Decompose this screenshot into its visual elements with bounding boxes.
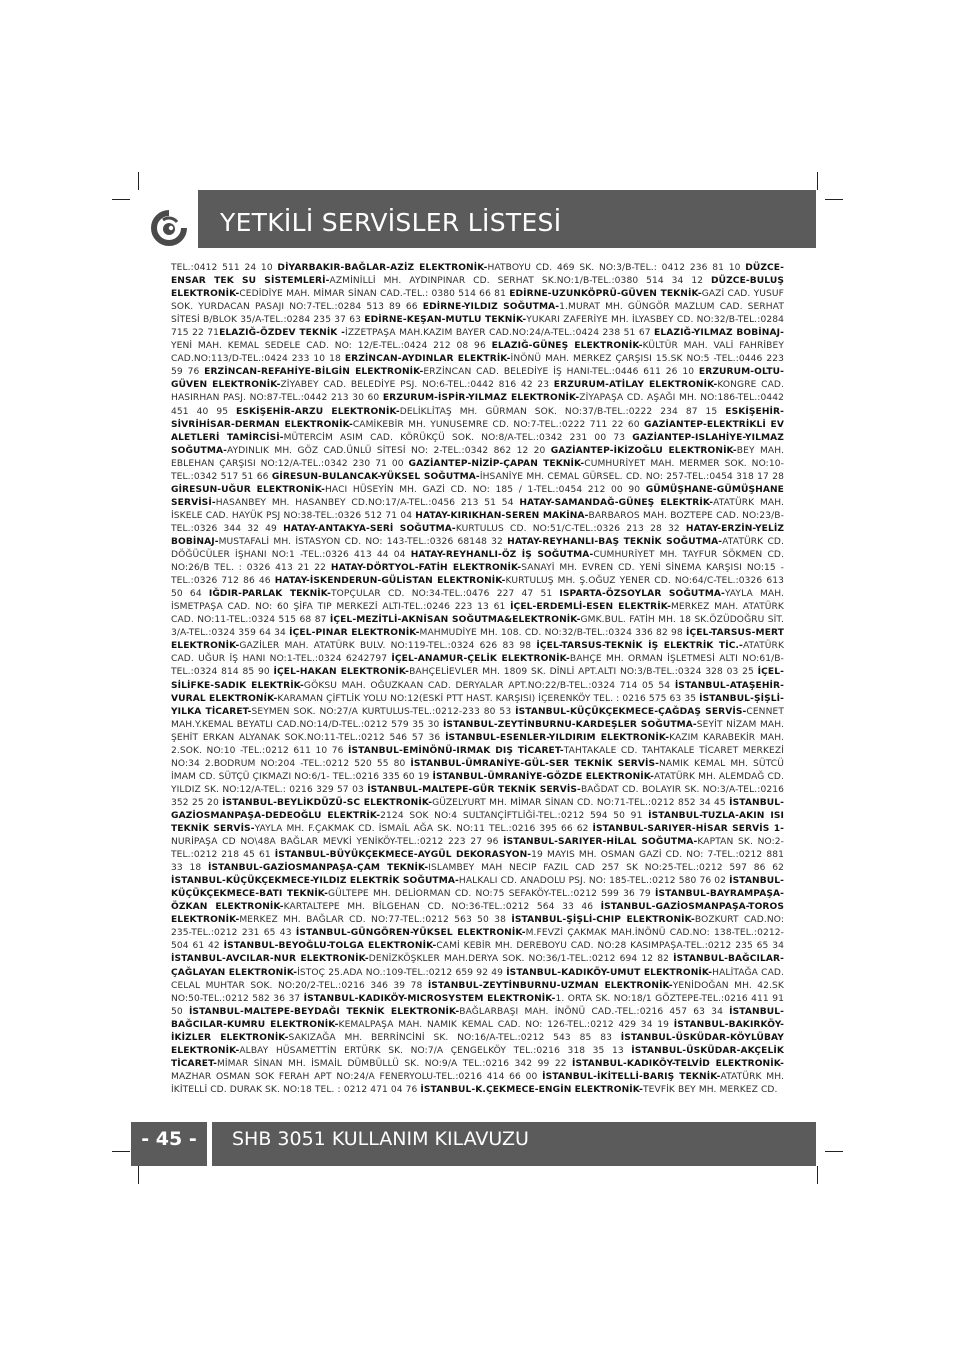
service-entry <box>171 263 277 273</box>
service-address: SEYMEN SOK. NO:27/A KURTULUS-TEL.:0212-233 80 53 <box>251 706 516 717</box>
footer-title-box <box>212 1122 816 1166</box>
service-entry <box>222 798 729 808</box>
service-name: İSTANBUL-GÜNGÖREN-YÜKSEL ELEKTRONİK- <box>295 928 526 939</box>
service-address: TEL.:0412 511 24 10 <box>171 263 278 273</box>
service-name: ISPARTA-ÖZSOYLAR SOĞUTMA- <box>559 589 725 600</box>
service-address: BOZKURT CAD.NO: 235-TEL.:0212 231 65 43 <box>171 915 784 939</box>
service-address: MERKEZ MH. BAĞLAR CD. NO:77-TEL.:0212 563 50 38 <box>239 915 512 926</box>
service-name: ERZURUM-ATİLAY ELEKTRONİK- <box>553 380 718 391</box>
service-name: ELAZIĞ-YILMAZ BOBİNAJ- <box>654 328 784 339</box>
service-address: KÜLTÜR MAH. VALİ FAHRİBEY CAD.NO:113/D-TEL.:0424 233 10 18 <box>171 341 784 365</box>
service-name: İSTANBUL-BEYLİKDÜZÜ-SC ELEKTRONİK- <box>222 797 433 808</box>
service-address: BAĞLARBAŞI MAH. İNÖNÜ CAD.-TEL.:0216 457 63 34 <box>459 1006 730 1017</box>
service-address: GAZİLER MAH. ATATÜRK BULV. NO:119-TEL.:0324 626 83 98 <box>239 641 537 652</box>
service-address: HATBOYU CD. 469 SK. NO:3/B-TEL.: 0412 236 81 10 <box>487 263 746 273</box>
service-name: DÜZCE-ENSAR TEK SU SİSTEMLERİ- <box>171 263 784 287</box>
service-name: ELAZIĞ-GÜNEŞ ELEKTRONİK- <box>491 341 643 352</box>
service-name: İÇEL-SİLİFKE-SADIK ELEKTRİK- <box>171 667 784 691</box>
service-address: GMK.BUL. FATİH MH. 18 SK.ÖZÜDOĞRU SİT. 3/A-TEL.:0324 359 64 34 <box>171 615 784 639</box>
service-name: GAZİANTEP-NİZİP-ÇAPAN TEKNİK- <box>408 458 585 469</box>
brand-circle-logo-icon <box>150 210 188 246</box>
service-address: ATATÜRK MAH. İSKELE CAD. HAYÜK PSJ NO:38-TEL.:0326 512 71 04 <box>171 497 784 521</box>
service-address: DELİKLİTAŞ MH. GÜRMAN SOK. NO:37/B-TEL.:0222 234 87 15 <box>399 406 726 417</box>
service-address: ZİYABEY CAD. BELEDİYE PSJ. NO:6-TEL.:0442 816 42 23 <box>280 380 554 391</box>
service-address: İZZETPAŞA MAH.KAZIM BAYER CAD.NO:24/A-TEL.:0424 238 51 67 <box>345 328 655 339</box>
service-entry <box>171 876 729 886</box>
service-name: İSTANBUL-ÜMRANİYE-GÜL-SER TEKNİK SERVİS- <box>410 758 659 769</box>
service-entry <box>171 485 646 495</box>
service-address: BAHÇE MH. ORMAN İŞLETMESİ ALTI NO:61/B-TEL.:0324 814 85 90 <box>171 654 784 678</box>
service-name: İSTANBUL-MALTEPE-GÜR TEKNİK SERVİS- <box>367 784 581 795</box>
service-name: EDİRNE-YILDIZ SOĞUTMA- <box>422 302 560 313</box>
service-address: TOPÇULAR CD. NO:34-TEL.:0476 227 47 51 <box>331 589 560 600</box>
service-address: GAZİ CAD. YUSUF SOK. YURDACAN PASAJI NO:7-TEL.:0284 513 89 66 <box>171 289 784 313</box>
service-address: AYDINLIK MH. GÖZ CAD.ÜNLÜ SİTESİ NO: 2-TEL.:0342 862 12 20 <box>227 445 551 456</box>
page-title: YETKİLİ SERVİSLER LİSTESİ <box>220 208 562 237</box>
service-address: TAHTAKALE CD. TAHTAKALE TİCARET MERKEZİ NO:34 2.BODRUM NO:204 -TEL.:0212 520 55 80 <box>171 745 784 769</box>
service-address: 19 MAYIS MH. OSMAN GAZİ CD. NO: 7-TEL.:0212 881 33 18 <box>171 850 785 874</box>
service-address: ZİYAPAŞA CD. AŞAĞI MH. NO:186-TEL.:0442 451 40 95 <box>171 393 785 417</box>
service-name: ERZİNCAN-AYDINLAR ELEKTRİK- <box>344 354 511 365</box>
service-name: İSTANBUL-KÜÇÜKÇEKMECE-ÇAĞDAŞ SERVİS- <box>515 706 747 717</box>
service-name: İSTANBUL-ŞİŞLİ-CHIP ELEKTRONİK- <box>511 915 695 926</box>
service-name: İSTANBUL-ESENLER-YILDIRIM ELEKTRONİK- <box>445 732 670 743</box>
service-address: YENİDOĞAN MH. 42.SK NO:50-TEL.:0212 582 36 37 <box>171 980 784 1004</box>
service-address: MUSTAFALİ MH. İSTASYON CD. NO: 143-TEL.:0326 68148 32 <box>218 536 508 547</box>
crop-mark-top-left <box>138 172 139 190</box>
service-address: CUMHURİYET MAH. MERMER SOK. NO:10-TEL.:0342 517 51 66 <box>171 458 784 482</box>
service-name: İSTANBUL-BÜYÜKÇEKMECE-AYGÜL DEKORASYON- <box>274 850 532 861</box>
service-name: EDİRNE-KEŞAN-MUTLU TEKNİK- <box>364 315 527 326</box>
service-address: CUMHURİYET MH. TAYFUR SÖKMEN CD. NO:26/B TEL. : 0326 413 21 22 <box>171 550 784 574</box>
service-name: İSTANBUL-ÜMRANİYE-GÖZDE ELEKTRONİK- <box>432 771 655 782</box>
service-name: İÇEL-HAKAN ELEKTRONİK- <box>273 667 410 678</box>
header-bar <box>198 190 816 248</box>
service-name: İSTANBUL-BAĞCILAR-KUMRU ELEKTRONİK- <box>171 1006 785 1030</box>
service-name: ESKİŞEHİR-SİVRİHİSAR-DERMAN ELEKTRONİK- <box>171 406 784 430</box>
crop-mark-bottom-left-h <box>112 1151 130 1152</box>
service-address: TEVFİK BEY MH. MERKEZ CD. <box>643 1084 778 1095</box>
service-list <box>171 262 784 1097</box>
service-address: NAMIK KEMAL MH. SÜTCÜ İMAM CD. SÜTÇÜ ÇIKMAZI NO:6/1- TEL.:0216 335 60 19 <box>171 758 785 782</box>
service-entry <box>171 954 673 964</box>
service-address: BAHÇELİEVLER MH. 1809 SK. DİNLİ APT.ALTI NO:3/B-TEL.:0324 328 03 25 <box>409 667 758 678</box>
service-name: İÇEL-MEZİTLİ-AKNİSAN SOĞUTMA&ELEKTRONİK- <box>329 615 581 626</box>
service-address: BEY MAH. EBLEHAN ÇARŞISI NO:12/A-TEL.:0342 230 71 00 <box>171 445 785 469</box>
service-name: ESKİŞEHİR-ARZU ELEKTRONİK- <box>236 406 400 417</box>
service-address: YAYLA MAH. İSMETPAŞA CAD. NO: 60 ŞİFA TIP MERKEZİ ALTI-TEL.:0246 223 13 61 <box>171 589 784 613</box>
crop-mark-top-left-h <box>112 199 130 200</box>
service-name: İSTANBUL-BAKIRKÖY-İKİZLER ELEKTRONİK- <box>171 1019 784 1043</box>
service-address: ISLAMBEY MAH NECIP FAZIL CAD 257 SK NO:25-TEL.:0212 597 86 62 <box>428 863 784 874</box>
service-address: KAZIM KARABEKİR MAH. 2.SOK. NO:10 -TEL.:0212 611 10 76 <box>171 732 785 756</box>
service-address: DENİZKÖŞKLER MAH.DERYA SOK. NO:36/1-TEL.:0212 694 12 82 <box>368 954 674 965</box>
service-name: İSTANBUL-BAĞCILAR-ÇAĞLAYAN ELEKTRONİK- <box>171 954 784 978</box>
service-address: YUKARI ZAFERİYE MH. İLYASBEY CD. NO:32/B-TEL.:0284 715 22 71 <box>171 315 784 339</box>
service-name: İSTANBUL-SARIYER-HİLAL SOĞUTMA- <box>503 837 698 848</box>
service-name: HATAY-REYHANLI-ÖZ İŞ SOĞUTMA- <box>410 550 594 561</box>
service-name: ELAZIĞ-ÖZDEV TEKNİK - <box>219 328 346 339</box>
service-name: İSTANBUL-KADIKÖY-TELVİD ELEKTRONİK- <box>572 1058 784 1069</box>
service-address: ATATÜRK CAD. UĞUR İŞ HANI NO:1-TEL.:0324 6242797 <box>171 641 785 665</box>
service-entry <box>189 1007 729 1017</box>
crop-mark-top-right-h <box>825 199 843 200</box>
service-name: EDİRNE-UZUNKÖPRÜ-GÜVEN TEKNİK- <box>509 289 702 300</box>
crop-mark-bottom-left <box>138 1166 139 1184</box>
service-name: İÇEL-PINAR ELEKTRONİK- <box>289 628 420 639</box>
service-entry <box>289 628 686 638</box>
service-address: 1.MURAT MH. GÜNGÖR MAZLUM CAD. SERHAT SİTESİ B/BLOK 35/A-TEL.:0284 235 37 63 <box>171 302 784 326</box>
service-name: İSTANBUL-ÜSKÜDAR-KÖYLÜBAY ELEKTRONİK- <box>171 1032 784 1056</box>
service-address: YENİ MAH. KEMAL SEDELE CAD. NO: 12/E-TEL.:0424 212 08 96 <box>171 341 492 352</box>
service-entry <box>274 667 758 677</box>
service-address: HALKALI CD. ANADOLU PSJ. NO: 185-TEL.:0212 580 76 02 <box>458 876 730 887</box>
service-address: 2124 SOK NO:4 SULTANÇİFTLİĞİ-TEL.:0212 594 50 91 <box>380 810 649 821</box>
service-address: MAZHAR OSMAN SOK FERAH APT NO:24/A FENERYOLU-TEL.:0216 414 66 00 <box>171 1071 543 1082</box>
service-name: İSTANBUL-K.ÇEKMECE-ENGİN ELEKTRONİK- <box>420 1084 643 1095</box>
service-name: İSTANBUL-İKİTELLİ-BARIŞ TEKNİK- <box>542 1071 721 1082</box>
service-entry <box>208 863 784 873</box>
service-address: KARAMAN ÇİFTLİK YOLU NO:12(ESKİ PTT HAST. KARŞISI) İÇERENKÖY TEL. : 0216 575 63 35 <box>277 693 700 704</box>
service-name: GİRESUN-UĞUR ELEKTRONİK- <box>171 484 325 495</box>
service-address: GÜLTEPE MH. DELİORMAN CD. NO:75 SEFAKÖY-TEL.:0212 599 36 79 <box>328 889 656 900</box>
service-name: GAZİANTEP-İKİZOĞLU ELEKTRONİK- <box>550 445 737 456</box>
service-name: İSTANBUL-GAZİOSMANPAŞA-DEDEOĞLU ELEKTRİK- <box>171 797 785 821</box>
service-address: CAMİ KEBİR MH. DEREBOYU CAD. NO:28 KASIMPAŞA-TEL.:0212 235 65 34 <box>436 941 785 952</box>
service-name: İSTANBUL-ŞİŞLİ-YILKA TİCARET- <box>171 693 784 717</box>
service-address: YAYLA MH. F.ÇAKMAK CD. İSMAİL AĞA SK. NO:11 TEL.:0216 395 66 62 <box>254 824 593 835</box>
service-name: İSTANBUL-GAZİOSMANPAŞA-TOROS ELEKTRONİK- <box>171 902 784 926</box>
crop-mark-bottom-right <box>817 1166 818 1184</box>
service-address: İHSANİYE MH. CEMAL GÜRSEL. CD. NO: 257-TEL.:0454 318 17 28 <box>479 471 784 482</box>
service-address: HASANBEY MH. HASANBEY CD.NO:17/A-TEL.:0456 213 51 54 <box>215 497 520 508</box>
service-name: HATAY-REYHANLI-BAŞ TEKNİK SOĞUTMA- <box>507 536 723 547</box>
service-address: MİMAR SİNAN MH. İSMAİL DÜMBÜLLÜ SK. NO:9/A TEL.:0216 342 99 22 <box>216 1058 573 1069</box>
service-address: SEYİT NİZAM MAH. ŞEHİT ERKAN ALYANAK SOK.NO:11-TEL.:0212 546 57 36 <box>171 719 784 743</box>
service-name: İSTANBUL-KÜÇÜKÇEKMECE-YILDIZ ELEKTRİK SOĞUTMA- <box>171 876 459 887</box>
service-name: GAZİANTEP-ISLAHİYE-YILMAZ SOĞUTMA- <box>171 432 784 456</box>
crop-mark-bottom-right-h <box>825 1151 843 1152</box>
service-address: MAHMUDİYE MH. 108. CD. NO:32/B-TEL.:0324 336 82 98 <box>419 628 687 639</box>
service-name: GÜMÜŞHANE-GÜMÜŞHANE SERVİSİ- <box>171 484 784 508</box>
service-address: KAPTAN SK. NO:2-TEL.:0212 218 45 61 <box>171 837 784 861</box>
service-name: İSTANBUL-BAYRAMPAŞA-ÖZKAN ELEKTRONİK- <box>171 889 784 913</box>
service-name: DİYARBAKIR-BAĞLAR-AZİZ ELEKTRONİK- <box>277 263 488 273</box>
service-name: İSTANBUL-TUZLA-AKIN ISI TEKNİK SERVİS- <box>171 810 785 835</box>
service-address: ALBAY HÜSAMETTİN ERTÜRK SK. NO:7/A ÇENGELKÖY TEL.:0216 318 35 13 <box>239 1045 632 1056</box>
service-address: KEMALPAŞA MAH. NAMIK KEMAL CAD. NO: 126-TEL.:0212 429 34 19 <box>338 1019 674 1030</box>
service-address: SANAYİ MH. EVREN CD. YENİ SİNEMA KARŞISI NO:15 - TEL.:0326 712 86 46 <box>171 563 784 587</box>
service-entry <box>236 407 725 417</box>
service-name: HATAY-DÖRTYOL-FATİH ELEKTRONİK- <box>330 563 522 574</box>
service-address: CAMİKEBİR MH. YUNUSEMRE CD. NO:7-TEL.:0222 711 22 60 <box>352 419 645 430</box>
service-address: AZMİNİLLİ MH. AYDINPINAR CD. SERHAT SK.NO:1/B-TEL.:0380 514 34 12 <box>329 276 711 287</box>
service-entry <box>224 941 784 951</box>
service-address: MÜTERCİM ASIM CAD. KÖRÜKÇÜ SOK. NO:8/A-TEL.:0342 231 00 73 <box>283 432 633 443</box>
service-address: BAĞDAT CD. BOLAYIR SK. NO:3/A-TEL.:0216 352 25 20 <box>171 784 784 808</box>
service-address: İSTOÇ 25.ADA NO.:109-TEL.:0212 659 92 49 <box>297 967 507 978</box>
service-name: İSTANBUL-BEYOĞLU-TOLGA ELEKTRONİK- <box>223 941 437 952</box>
service-name: İÇEL-TARSUS-MERT ELEKTRONİK- <box>171 628 784 652</box>
service-entry <box>420 1085 777 1095</box>
service-address: GÜZELYURT MH. MİMAR SİNAN CD. NO:71-TEL.:0212 852 34 45 <box>432 797 730 808</box>
service-name: DÜZCE-BULUŞ ELEKTRONİK- <box>171 276 784 300</box>
service-name: İSTANBUL-KÜÇÜKÇEKMECE-BATI TEKNİK- <box>171 876 784 900</box>
service-name: ERZURUM-İSPİR-YILMAZ ELEKTRONİK- <box>382 393 580 404</box>
service-name: İÇEL-ERDEMLİ-ESEN ELEKTRİK- <box>510 602 671 613</box>
service-address: KURTULUS CD. NO:51/C-TEL.:0326 213 28 32 <box>455 523 686 534</box>
service-address: HALİTAĞA CAD. CELAL MUHTAR SOK. NO:20/2-TEL.:0216 346 39 78 <box>171 967 784 991</box>
page-number: - 45 - <box>141 1128 197 1150</box>
service-name: İSTANBUL-KADIKÖY-UMUT ELEKTRONİK- <box>506 967 713 978</box>
service-address: CEDİDİYE MAH. MİMAR SİNAN CAD.-TEL.: 0380 514 66 81 <box>239 289 510 300</box>
service-address: KURTULUŞ MH. Ş.OĞUZ YENER CD. NO:64/C-TEL.:0326 613 50 64 <box>171 576 785 600</box>
service-name: İSTANBUL-ZEYTİNBURNU-UZMAN ELEKTRONİK- <box>427 980 673 991</box>
service-address: MERKEZ MAH. ATATÜRK CAD. NO:11-TEL.:0324 515 68 87 <box>171 602 784 626</box>
service-name: ERZURUM-OLTU-GÜVEN ELEKTRONİK- <box>171 367 784 391</box>
service-name: İÇEL-ANAMUR-ÇELİK ELEKTRONİK- <box>391 654 570 665</box>
service-name: HATAY-ERZİN-YELİZ BOBİNAJ- <box>171 523 785 547</box>
service-name: İSTANBUL-AVCILAR-NUR ELEKTRONİK- <box>171 954 369 965</box>
service-name: IĞDIR-PARLAK TEKNİK- <box>208 589 332 600</box>
service-name: GİRESUN-BULANCAK-YÜKSEL SOĞUTMA- <box>271 471 480 482</box>
service-name: İÇEL-TARSUS-TEKNİK İŞ ELEKTRİK TİC.- <box>536 641 743 652</box>
service-name: İSTANBUL-MALTEPE-BEYDAĞI TEKNİK ELEKTRONİK- <box>188 1006 460 1017</box>
service-name: İSTANBUL-ÜSKÜDAR-AKÇELİK TİCARET- <box>171 1045 784 1069</box>
crop-mark-top-right <box>817 172 818 190</box>
service-address: ATATÜRK CD. DÖĞÜCÜLER İŞHANI NO:1 -TEL.:0326 413 44 04 <box>171 536 784 561</box>
service-entry <box>283 524 686 534</box>
service-name: GAZİANTEP-ELEKTRİKLİ EV ALETLERİ TAMİRCİSİ- <box>171 419 784 443</box>
service-address: ATATÜRK MH. İKİTELLİ CD. DURAK SK. NO:18 TEL. : 0212 471 04 76 <box>171 1071 784 1095</box>
service-address: KONGRE CAD. HASIRHAN PASJ. NO:87-TEL.:0442 213 30 60 <box>171 380 784 404</box>
service-name: İSTANBUL-ZEYTİNBURNU-KARDEŞLER SOĞUTMA- <box>442 719 697 730</box>
service-name: HATAY-ANTAKYA-SERİ SOĞUTMA- <box>283 523 456 534</box>
service-address: GÖKSU MAH. OĞUZKAAN CAD. DERYALAR APT.NO:22/B-TEL.:0324 714 05 54 <box>303 680 675 691</box>
service-name: HATAY-İSKENDERUN-GÜLİSTAN ELEKTRONİK- <box>274 576 506 587</box>
service-entry <box>209 589 560 599</box>
service-name: İSTANBUL-SARIYER-HİSAR SERVİS 1- <box>592 824 784 835</box>
service-entry <box>277 263 745 273</box>
service-entry <box>272 472 784 482</box>
service-name: HATAY-KIRIKHAN-SEREN MAKİNA- <box>415 510 589 521</box>
service-address: M.FEVZİ ÇAKMAK MAH.İNÖNÜ CAD.NO: 138-TEL.:0212-504 61 42 <box>171 928 784 952</box>
manual-title: SHB 3051 KULLANIM KILAVUZU <box>232 1128 529 1150</box>
service-name: ERZİNCAN-REFAHİYE-BİLGİN ELEKTRONİK- <box>204 367 424 378</box>
service-name: İSTANBUL-KADIKÖY-MICROSYSTEM ELEKTRONİK- <box>303 993 556 1004</box>
service-address: BARBAROS MAH. BOZTEPE CAD. NO:23/B-TEL.:0326 344 32 49 <box>171 510 784 534</box>
service-address: ERZİNCAN CAD. BELEDİYE İŞ HANI-TEL.:0446 611 26 10 <box>423 367 699 378</box>
service-address: HACI HÜSEYİN MH. GAZİ CD. NO: 185 / 1-TEL.:0454 212 00 90 <box>324 484 646 495</box>
service-entry <box>219 328 654 338</box>
service-name: İSTANBUL-ATAŞEHİR-VURAL ELEKTRONİK- <box>171 680 784 704</box>
footer-page-box <box>131 1122 207 1166</box>
service-name: İSTANBUL-GAZİOSMANPAŞA-ÇAM TEKNİK- <box>208 863 429 874</box>
service-address: ATATÜRK MH. ALEMDAĞ CD. YILDIZ SK. NO:12/A-TEL.: 0216 329 57 03 <box>171 771 784 795</box>
service-address: İNÖNÜ MAH. MERKEZ ÇARŞISI 15.SK NO:5 -TEL.:0446 223 59 76 <box>171 354 784 378</box>
service-name: HATAY-SAMANDAĞ-GÜNEŞ ELEKTRİK- <box>519 497 714 508</box>
service-address: SAKIZAĞA MH. BERRİNCİNİ SK. NO:16/A-TEL.:0212 543 85 83 <box>288 1032 621 1043</box>
service-entry <box>204 367 699 377</box>
service-name: İSTANBUL-EMİNÖNÜ-IRMAK DIŞ TİCARET- <box>348 745 564 756</box>
service-address: 1. ORTA SK. NO:18/1 GÖZTEPE-TEL.:0216 411 91 50 <box>171 993 784 1017</box>
service-address: KARTALTEPE MH. BİLGEHAN CD. NO:36-TEL.:0212 564 33 46 <box>283 902 601 913</box>
service-address: NURİPAŞA CD NO\48A BAĞLAR MEVKİ YENİKÖY-TEL.:0212 223 27 96 <box>171 837 504 848</box>
service-address: CENNET MAH.Y.KEMAL BEYATLI CAD.NO:14/D-TEL.:0212 579 35 30 <box>171 706 784 730</box>
